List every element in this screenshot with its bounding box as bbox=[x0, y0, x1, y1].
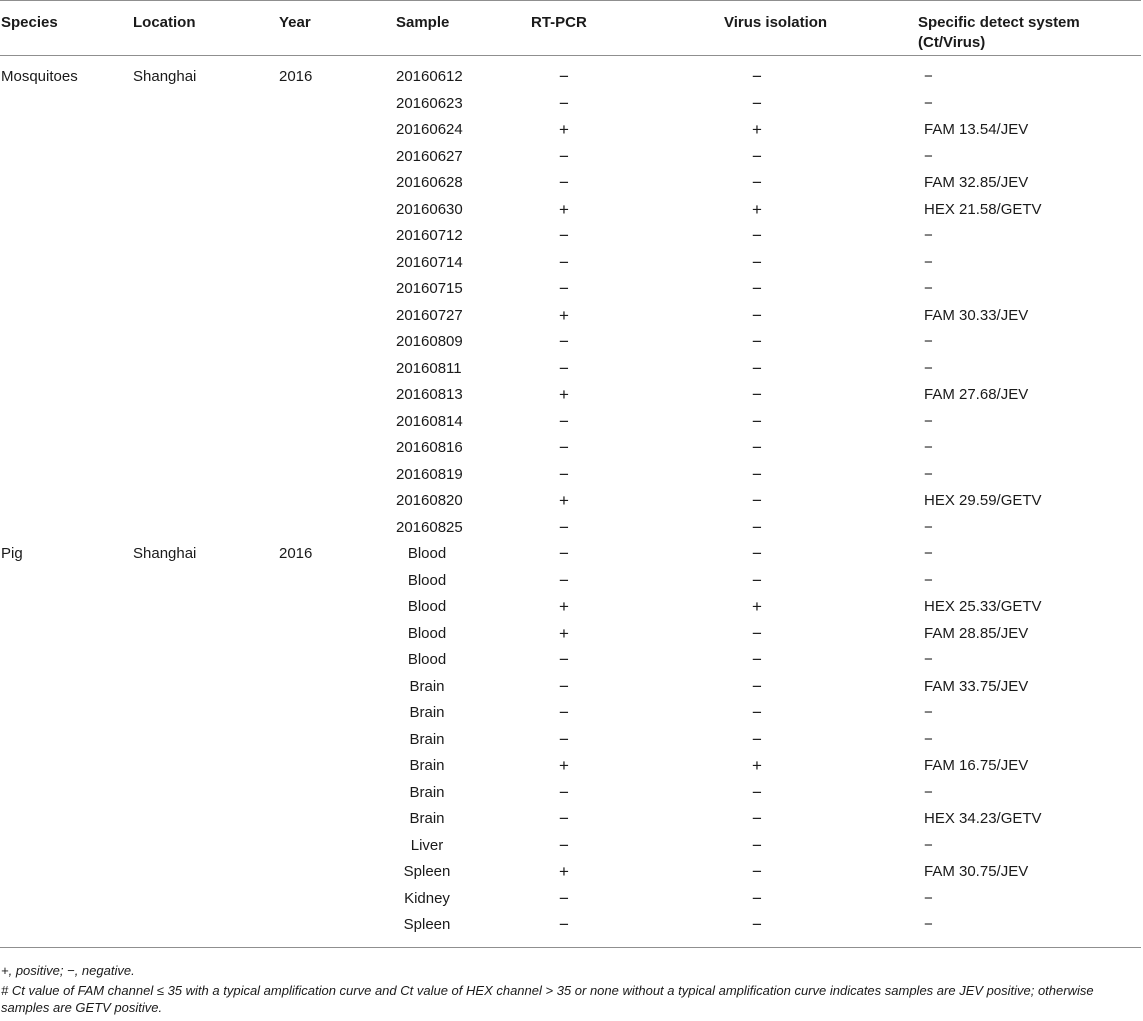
cell-rtpcr: + bbox=[559, 385, 569, 405]
header-detect-system bbox=[918, 1, 1141, 56]
cell-sample: 20160715 bbox=[396, 280, 463, 298]
cell-sample: 20160820 bbox=[396, 492, 463, 510]
cell-species bbox=[0, 515, 133, 542]
cell-rtpcr: − bbox=[559, 332, 569, 352]
cell-species bbox=[0, 700, 133, 727]
cell-sample: 20160712 bbox=[396, 227, 463, 245]
cell-year bbox=[279, 859, 396, 886]
cell-detect-system: − bbox=[924, 465, 933, 483]
cell-sample: Spleen bbox=[403, 863, 451, 881]
cell-rtpcr: − bbox=[559, 650, 569, 670]
cell-virus-isolation: − bbox=[752, 305, 762, 325]
table-row bbox=[0, 276, 1141, 303]
cell-species: Mosquitoes bbox=[1, 68, 78, 86]
cell-virus-isolation: − bbox=[752, 252, 762, 272]
table-row bbox=[0, 753, 1141, 780]
cell-location bbox=[133, 674, 279, 701]
cell-year: 2016 bbox=[279, 545, 313, 563]
cell-species bbox=[0, 727, 133, 754]
cell-sample: 20160819 bbox=[396, 465, 463, 483]
cell-sample: 20160628 bbox=[396, 174, 463, 192]
cell-rtpcr: − bbox=[559, 279, 569, 299]
cell-virus-isolation: − bbox=[752, 623, 762, 643]
table-row bbox=[0, 674, 1141, 701]
cell-location bbox=[133, 356, 279, 383]
cell-location bbox=[133, 435, 279, 462]
table-row bbox=[0, 170, 1141, 197]
cell-species bbox=[0, 197, 133, 224]
cell-sample: Spleen bbox=[403, 916, 451, 934]
cell-location bbox=[133, 382, 279, 409]
cell-year bbox=[279, 462, 396, 489]
cell-year bbox=[279, 91, 396, 118]
cell-year bbox=[279, 674, 396, 701]
cell-location bbox=[133, 594, 279, 621]
cell-rtpcr: + bbox=[559, 305, 569, 325]
cell-rtpcr: − bbox=[559, 67, 569, 87]
cell-rtpcr: − bbox=[559, 226, 569, 246]
cell-detect-system: FAM 27.68/JEV bbox=[924, 386, 1029, 404]
cell-detect-system: − bbox=[924, 571, 933, 589]
cell-sample: 20160624 bbox=[396, 121, 463, 139]
table-row bbox=[0, 859, 1141, 886]
table-body bbox=[0, 56, 1141, 948]
cell-virus-isolation: − bbox=[752, 358, 762, 378]
cell-rtpcr: − bbox=[559, 252, 569, 272]
cell-year bbox=[279, 197, 396, 224]
cell-species bbox=[0, 594, 133, 621]
cell-year bbox=[279, 621, 396, 648]
cell-species bbox=[0, 382, 133, 409]
cell-year bbox=[279, 329, 396, 356]
cell-detect-system: − bbox=[924, 889, 933, 907]
cell-year: 2016 bbox=[279, 68, 313, 86]
cell-sample: 20160811 bbox=[396, 359, 462, 377]
cell-detect-system: − bbox=[924, 253, 933, 271]
cell-virus-isolation: − bbox=[752, 491, 762, 511]
cell-location bbox=[133, 462, 279, 489]
cell-location bbox=[133, 912, 279, 947]
cell-species bbox=[0, 780, 133, 807]
cell-location bbox=[133, 859, 279, 886]
cell-species bbox=[0, 329, 133, 356]
cell-detect-system: − bbox=[924, 94, 933, 112]
cell-species bbox=[0, 833, 133, 860]
table-row bbox=[0, 515, 1141, 542]
cell-detect-system: FAM 30.75/JEV bbox=[924, 863, 1029, 881]
cell-location bbox=[133, 568, 279, 595]
cell-virus-isolation: − bbox=[752, 544, 762, 564]
cell-rtpcr: − bbox=[559, 888, 569, 908]
cell-virus-isolation: − bbox=[752, 862, 762, 882]
table-row bbox=[0, 409, 1141, 436]
cell-rtpcr: − bbox=[559, 835, 569, 855]
table-row bbox=[0, 806, 1141, 833]
table-footnotes bbox=[1, 962, 1141, 1019]
cell-detect-system: − bbox=[924, 836, 933, 854]
cell-location bbox=[133, 488, 279, 515]
header-year: Year bbox=[279, 14, 311, 31]
cell-detect-system: − bbox=[924, 68, 933, 86]
cell-detect-system: − bbox=[924, 359, 933, 377]
table-row bbox=[0, 488, 1141, 515]
cell-virus-isolation: − bbox=[752, 888, 762, 908]
cell-location bbox=[133, 806, 279, 833]
header-virus-isolation: Virus isolation bbox=[724, 14, 828, 31]
cell-year bbox=[279, 170, 396, 197]
cell-virus-isolation: + bbox=[752, 199, 762, 219]
cell-detect-system: − bbox=[924, 412, 933, 430]
cell-rtpcr: − bbox=[559, 358, 569, 378]
cell-rtpcr: − bbox=[559, 782, 569, 802]
cell-virus-isolation: − bbox=[752, 226, 762, 246]
cell-sample: Brain bbox=[409, 730, 445, 748]
cell-sample: Blood bbox=[407, 651, 447, 669]
cell-detect-system: − bbox=[924, 730, 933, 748]
cell-year bbox=[279, 276, 396, 303]
cell-year bbox=[279, 727, 396, 754]
cell-species bbox=[0, 886, 133, 913]
cell-sample: 20160623 bbox=[396, 94, 463, 112]
cell-location bbox=[133, 886, 279, 913]
table-row bbox=[0, 91, 1141, 118]
table-row bbox=[0, 356, 1141, 383]
cell-species bbox=[0, 488, 133, 515]
table-row bbox=[0, 541, 1141, 568]
cell-species bbox=[0, 170, 133, 197]
table-row bbox=[0, 197, 1141, 224]
table-row bbox=[0, 144, 1141, 171]
cell-location bbox=[133, 515, 279, 542]
cell-detect-system: − bbox=[924, 916, 933, 934]
cell-rtpcr: − bbox=[559, 438, 569, 458]
cell-detect-system: − bbox=[924, 651, 933, 669]
cell-year bbox=[279, 409, 396, 436]
cell-location bbox=[133, 833, 279, 860]
cell-virus-isolation: − bbox=[752, 67, 762, 87]
cell-sample: 20160612 bbox=[396, 68, 463, 86]
cell-location bbox=[133, 117, 279, 144]
cell-detect-system: HEX 29.59/GETV bbox=[924, 492, 1042, 510]
cell-year bbox=[279, 223, 396, 250]
cell-rtpcr: − bbox=[559, 729, 569, 749]
cell-location bbox=[133, 197, 279, 224]
cell-species bbox=[0, 859, 133, 886]
cell-species bbox=[0, 276, 133, 303]
cell-year bbox=[279, 515, 396, 542]
cell-virus-isolation: − bbox=[752, 835, 762, 855]
cell-location bbox=[133, 700, 279, 727]
cell-virus-isolation: − bbox=[752, 915, 762, 935]
cell-species bbox=[0, 250, 133, 277]
table-row bbox=[0, 727, 1141, 754]
cell-species: Pig bbox=[1, 545, 23, 563]
header-row bbox=[0, 1, 1141, 56]
cell-sample: Brain bbox=[409, 810, 445, 828]
cell-detect-system: FAM 32.85/JEV bbox=[924, 174, 1029, 192]
cell-virus-isolation: − bbox=[752, 517, 762, 537]
cell-species bbox=[0, 621, 133, 648]
cell-year bbox=[279, 117, 396, 144]
cell-species bbox=[0, 568, 133, 595]
cell-species bbox=[0, 753, 133, 780]
header-location: Location bbox=[133, 14, 196, 31]
cell-year bbox=[279, 886, 396, 913]
cell-rtpcr: − bbox=[559, 676, 569, 696]
cell-virus-isolation: + bbox=[752, 756, 762, 776]
cell-virus-isolation: − bbox=[752, 438, 762, 458]
cell-sample: 20160727 bbox=[396, 306, 463, 324]
table-row bbox=[0, 250, 1141, 277]
cell-species bbox=[0, 462, 133, 489]
cell-year bbox=[279, 780, 396, 807]
cell-year bbox=[279, 488, 396, 515]
cell-rtpcr: + bbox=[559, 491, 569, 511]
cell-rtpcr: − bbox=[559, 464, 569, 484]
cell-species bbox=[0, 303, 133, 330]
cell-species bbox=[0, 912, 133, 947]
cell-sample: 20160627 bbox=[396, 147, 463, 165]
cell-detect-system: − bbox=[924, 280, 933, 298]
header-rtpcr: RT-PCR bbox=[531, 14, 587, 31]
cell-location bbox=[133, 753, 279, 780]
cell-year bbox=[279, 356, 396, 383]
cell-rtpcr: − bbox=[559, 146, 569, 166]
cell-location bbox=[133, 329, 279, 356]
cell-sample: 20160816 bbox=[396, 439, 463, 457]
cell-sample: Blood bbox=[407, 624, 447, 642]
cell-sample: Brain bbox=[409, 704, 445, 722]
cell-detect-system: FAM 28.85/JEV bbox=[924, 624, 1029, 642]
cell-year bbox=[279, 250, 396, 277]
cell-rtpcr: + bbox=[559, 756, 569, 776]
cell-rtpcr: − bbox=[559, 411, 569, 431]
table-row bbox=[0, 303, 1141, 330]
cell-virus-isolation: − bbox=[752, 703, 762, 723]
cell-sample: Kidney bbox=[404, 889, 450, 907]
cell-species bbox=[0, 647, 133, 674]
cell-sample: 20160825 bbox=[396, 518, 463, 536]
cell-rtpcr: − bbox=[559, 173, 569, 193]
cell-rtpcr: − bbox=[559, 703, 569, 723]
cell-sample: 20160714 bbox=[396, 253, 463, 271]
cell-detect-system: HEX 25.33/GETV bbox=[924, 598, 1042, 616]
cell-detect-system: − bbox=[924, 147, 933, 165]
cell-species bbox=[0, 435, 133, 462]
cell-detect-system: − bbox=[924, 227, 933, 245]
cell-location bbox=[133, 250, 279, 277]
header-detect-line2: (Ct/Virus) bbox=[918, 34, 986, 51]
header-species: Species bbox=[1, 14, 58, 31]
cell-detect-system: − bbox=[924, 704, 933, 722]
cell-sample: 20160813 bbox=[396, 386, 463, 404]
cell-location bbox=[133, 409, 279, 436]
cell-detect-system: FAM 16.75/JEV bbox=[924, 757, 1029, 775]
table-row bbox=[0, 833, 1141, 860]
cell-year bbox=[279, 435, 396, 462]
cell-rtpcr: − bbox=[559, 517, 569, 537]
table-row bbox=[0, 912, 1141, 947]
cell-year bbox=[279, 753, 396, 780]
cell-detect-system: HEX 21.58/GETV bbox=[924, 200, 1042, 218]
cell-virus-isolation: − bbox=[752, 464, 762, 484]
cell-location bbox=[133, 621, 279, 648]
cell-rtpcr: + bbox=[559, 199, 569, 219]
cell-species bbox=[0, 144, 133, 171]
cell-sample: Liver bbox=[410, 836, 444, 854]
cell-virus-isolation: − bbox=[752, 93, 762, 113]
cell-species bbox=[0, 91, 133, 118]
table-row bbox=[0, 435, 1141, 462]
cell-detect-system: HEX 34.23/GETV bbox=[924, 810, 1042, 828]
cell-sample: Brain bbox=[409, 757, 445, 775]
cell-sample: Blood bbox=[407, 598, 447, 616]
cell-detect-system: − bbox=[924, 439, 933, 457]
header-sample: Sample bbox=[396, 14, 450, 31]
cell-detect-system: − bbox=[924, 783, 933, 801]
cell-sample: Brain bbox=[409, 783, 445, 801]
cell-sample: 20160630 bbox=[396, 200, 463, 218]
cell-detect-system: FAM 33.75/JEV bbox=[924, 677, 1029, 695]
cell-detect-system: FAM 30.33/JEV bbox=[924, 306, 1029, 324]
cell-sample: Brain bbox=[409, 677, 445, 695]
cell-virus-isolation: − bbox=[752, 676, 762, 696]
cell-year bbox=[279, 647, 396, 674]
table-row bbox=[0, 223, 1141, 250]
table-row bbox=[0, 886, 1141, 913]
cell-sample: Blood bbox=[407, 545, 447, 563]
cell-year bbox=[279, 303, 396, 330]
cell-detect-system: − bbox=[924, 545, 933, 563]
footnote-legend: +, positive; −, negative. bbox=[1, 963, 135, 978]
cell-rtpcr: − bbox=[559, 809, 569, 829]
cell-rtpcr: + bbox=[559, 862, 569, 882]
table-row bbox=[0, 700, 1141, 727]
cell-species bbox=[0, 117, 133, 144]
table-row bbox=[0, 329, 1141, 356]
table-header bbox=[0, 1, 1141, 56]
cell-location: Shanghai bbox=[133, 68, 197, 86]
cell-detect-system: − bbox=[924, 333, 933, 351]
cell-year bbox=[279, 912, 396, 947]
cell-species bbox=[0, 674, 133, 701]
cell-virus-isolation: − bbox=[752, 173, 762, 193]
table-row bbox=[0, 56, 1141, 91]
cell-species bbox=[0, 806, 133, 833]
cell-sample: 20160814 bbox=[396, 412, 463, 430]
cell-rtpcr: − bbox=[559, 544, 569, 564]
cell-rtpcr: + bbox=[559, 120, 569, 140]
cell-virus-isolation: − bbox=[752, 729, 762, 749]
table-row bbox=[0, 594, 1141, 621]
table-row bbox=[0, 117, 1141, 144]
table-row bbox=[0, 462, 1141, 489]
cell-species bbox=[0, 223, 133, 250]
cell-rtpcr: − bbox=[559, 93, 569, 113]
header-detect-line1: Specific detect system bbox=[918, 14, 1080, 31]
table-row bbox=[0, 621, 1141, 648]
cell-virus-isolation: − bbox=[752, 782, 762, 802]
cell-rtpcr: + bbox=[559, 597, 569, 617]
cell-virus-isolation: − bbox=[752, 570, 762, 590]
cell-rtpcr: + bbox=[559, 623, 569, 643]
cell-location bbox=[133, 727, 279, 754]
table-row bbox=[0, 568, 1141, 595]
cell-virus-isolation: + bbox=[752, 597, 762, 617]
cell-location bbox=[133, 647, 279, 674]
cell-virus-isolation: − bbox=[752, 650, 762, 670]
cell-sample: 20160809 bbox=[396, 333, 463, 351]
cell-virus-isolation: + bbox=[752, 120, 762, 140]
cell-rtpcr: − bbox=[559, 570, 569, 590]
cell-virus-isolation: − bbox=[752, 279, 762, 299]
cell-virus-isolation: − bbox=[752, 385, 762, 405]
cell-detect-system: − bbox=[924, 518, 933, 536]
cell-year bbox=[279, 144, 396, 171]
cell-species bbox=[0, 409, 133, 436]
table-row bbox=[0, 780, 1141, 807]
cell-year bbox=[279, 568, 396, 595]
cell-location bbox=[133, 91, 279, 118]
cell-location bbox=[133, 170, 279, 197]
cell-species bbox=[0, 356, 133, 383]
cell-location bbox=[133, 276, 279, 303]
cell-year bbox=[279, 833, 396, 860]
cell-virus-isolation: − bbox=[752, 146, 762, 166]
cell-virus-isolation: − bbox=[752, 332, 762, 352]
cell-year bbox=[279, 594, 396, 621]
cell-year bbox=[279, 382, 396, 409]
cell-location bbox=[133, 780, 279, 807]
cell-rtpcr: − bbox=[559, 915, 569, 935]
footnote-ct-note: # Ct value of FAM channel ≤ 35 with a typical amplification curve and Ct value of HEX channel > 35 or none without a typical amplification curve indicates samples are JEV positive; otherwise samples are GETV positive. bbox=[1, 983, 1094, 1015]
table-row bbox=[0, 382, 1141, 409]
cell-location bbox=[133, 223, 279, 250]
cell-year bbox=[279, 700, 396, 727]
cell-virus-isolation: − bbox=[752, 809, 762, 829]
table-row bbox=[0, 647, 1141, 674]
cell-detect-system: FAM 13.54/JEV bbox=[924, 121, 1029, 139]
cell-virus-isolation: − bbox=[752, 411, 762, 431]
cell-sample: Blood bbox=[407, 571, 447, 589]
cell-location: Shanghai bbox=[133, 545, 197, 563]
cell-location bbox=[133, 144, 279, 171]
cell-location bbox=[133, 303, 279, 330]
cell-year bbox=[279, 806, 396, 833]
